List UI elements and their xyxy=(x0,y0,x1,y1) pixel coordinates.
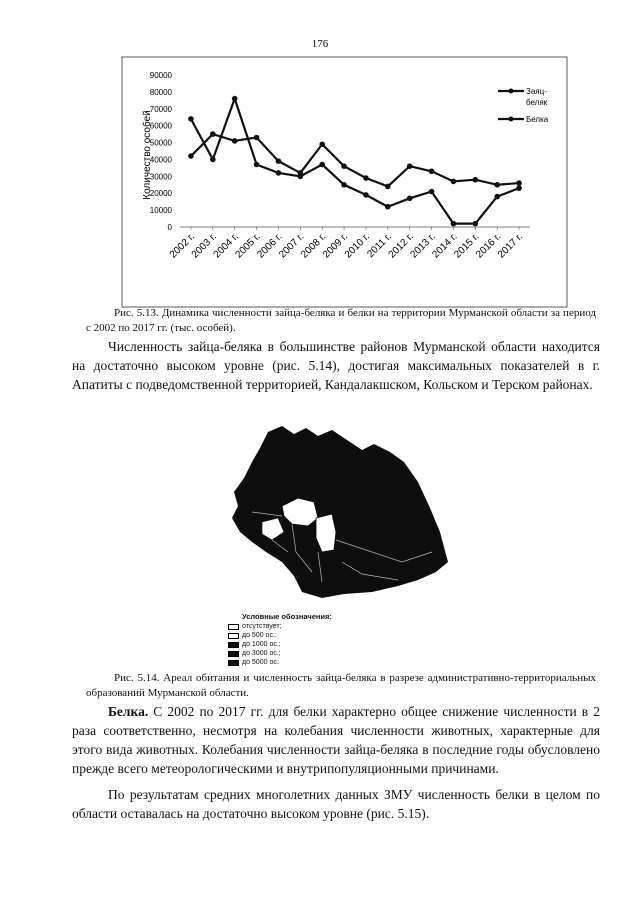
data-point xyxy=(341,182,347,188)
data-point xyxy=(385,184,391,190)
data-point xyxy=(451,221,457,227)
y-axis xyxy=(150,71,530,232)
legend-marker xyxy=(509,117,514,122)
paragraph-3-text: По результатам средних многолетних данных ЗМУ численность белки в целом по области оставалась на достаточно высоком уровне (рис. 5.15). xyxy=(72,787,600,821)
data-point xyxy=(516,185,522,191)
x-tick-label: 2017 г. xyxy=(496,231,526,261)
data-point xyxy=(494,182,500,188)
x-tick-label: 2003 г. xyxy=(189,231,219,261)
data-point xyxy=(451,179,457,185)
paragraph-squirrel xyxy=(72,702,600,778)
figure-caption-5-13: Рис. 5.13. Динамика численности зайца-беляка и белки на территории Мурманской области за период с 2002 по 2017 гг. (тыс. особей). xyxy=(86,307,596,334)
data-point xyxy=(473,177,479,183)
legend-swatch xyxy=(228,651,239,657)
data-point xyxy=(363,175,369,181)
x-tick-label: 2006 г. xyxy=(255,231,285,261)
x-tick-label: 2004 г. xyxy=(211,231,241,261)
x-tick-label: 2013 г. xyxy=(408,231,438,261)
x-tick-label: 2002 г. xyxy=(167,231,198,261)
data-point xyxy=(516,180,522,186)
paragraph-squirrel-average xyxy=(72,785,600,823)
series-layer xyxy=(188,96,522,227)
x-tick-label: 2009 г. xyxy=(321,231,351,261)
data-point xyxy=(276,170,282,176)
y-tick-label: 20000 xyxy=(149,189,172,199)
data-point xyxy=(341,163,347,169)
hare-range-map xyxy=(222,422,462,602)
data-point xyxy=(232,138,238,144)
data-point xyxy=(407,163,413,169)
legend-item-label: отсутствует; xyxy=(242,623,282,630)
legend-item-label: до 500 ос.; xyxy=(242,632,277,639)
map-legend-item xyxy=(228,649,332,658)
legend-label: Белка xyxy=(526,115,549,124)
map-region-main xyxy=(232,426,448,598)
data-point xyxy=(429,189,435,195)
x-tick-label: 2015 г. xyxy=(452,231,482,261)
map-legend-item xyxy=(228,631,332,640)
legend-item-label: до 5000 ос. xyxy=(242,659,279,666)
y-tick-label: 0 xyxy=(167,223,172,232)
x-axis xyxy=(168,227,525,261)
data-point xyxy=(319,141,325,147)
x-tick-label: 2016 г. xyxy=(474,231,504,261)
series-line xyxy=(191,134,519,186)
data-point xyxy=(232,96,238,102)
data-point xyxy=(385,204,391,210)
legend-swatch xyxy=(228,633,239,639)
x-tick-label: 2012 г. xyxy=(386,231,416,261)
x-tick-label: 2007 г. xyxy=(277,231,307,261)
data-point xyxy=(319,162,325,168)
data-point xyxy=(210,157,216,163)
data-point xyxy=(188,116,194,122)
x-tick-label: 2011 г. xyxy=(365,231,394,260)
legend-label: беляк xyxy=(526,98,548,107)
map-legend-title: Условные обозначения: xyxy=(242,612,332,621)
data-point xyxy=(298,170,304,176)
data-point xyxy=(494,194,500,200)
x-tick-label: 2008 г. xyxy=(299,231,329,261)
y-tick-label: 30000 xyxy=(149,172,172,182)
y-axis-label: Количество особей xyxy=(142,110,153,200)
y-tick-label: 70000 xyxy=(149,104,172,114)
x-tick-label: 2005 г. xyxy=(233,231,263,261)
paragraph-2-lead: Белка. xyxy=(108,704,149,719)
figure-caption-5-14: Рис. 5.14. Ареал обитания и численность зайца-беляка в разрезе административно-территориальных образований Мурманской области. xyxy=(86,672,596,699)
paragraph-1-text: Численность зайца-беляка в большинстве районов Мурманской области находится на достаточно высоком уровне (рис. 5.14), достигая максимальных показателей в г. Апатиты с подведомственной территорией, Кандалакшском, Кольском и Терском районах. xyxy=(72,339,600,392)
data-point xyxy=(473,221,479,227)
legend-swatch xyxy=(228,660,239,666)
y-tick-label: 80000 xyxy=(149,87,172,97)
paragraph-hare-population xyxy=(72,337,600,394)
map-legend-item xyxy=(228,622,332,631)
y-tick-label: 60000 xyxy=(149,121,172,131)
data-point xyxy=(363,192,369,198)
legend-label: Заяц- xyxy=(526,87,547,96)
data-point xyxy=(276,158,282,164)
paragraph-2-text: С 2002 по 2017 гг. для белки характерно общее снижение численности в 2 раза соответственно, несмотря на колебания численности животных, характерные для этого вида животных. Колебания численности зайца-беляка в последние годы обусловлено прежде всего метеорологическими и внутрипопуляционными причинами. xyxy=(72,704,600,776)
map-legend xyxy=(228,612,332,667)
data-point xyxy=(254,162,260,168)
data-point xyxy=(254,135,260,141)
x-tick-label: 2010 г. xyxy=(342,231,373,261)
legend-swatch xyxy=(228,624,239,630)
line-chart xyxy=(120,55,575,310)
data-point xyxy=(407,195,413,201)
data-point xyxy=(210,131,216,137)
legend-item-label: до 3000 ос.; xyxy=(242,650,281,657)
map-legend-item xyxy=(228,640,332,649)
map-legend-items xyxy=(228,622,332,667)
chart-frame xyxy=(122,57,567,307)
x-tick-label: 2014 г. xyxy=(430,231,460,261)
chart-legend xyxy=(498,87,549,124)
y-tick-label: 10000 xyxy=(149,206,172,216)
y-tick-label: 50000 xyxy=(149,138,172,148)
series-line xyxy=(191,99,519,224)
page-number: 176 xyxy=(311,38,329,50)
data-point xyxy=(188,153,194,159)
legend-marker xyxy=(509,89,514,94)
data-point xyxy=(429,168,435,174)
y-tick-label: 40000 xyxy=(149,155,172,165)
legend-swatch xyxy=(228,642,239,648)
map-legend-item xyxy=(228,658,332,667)
legend-item-label: до 1000 ос.; xyxy=(242,641,281,648)
y-tick-label: 90000 xyxy=(149,71,172,80)
